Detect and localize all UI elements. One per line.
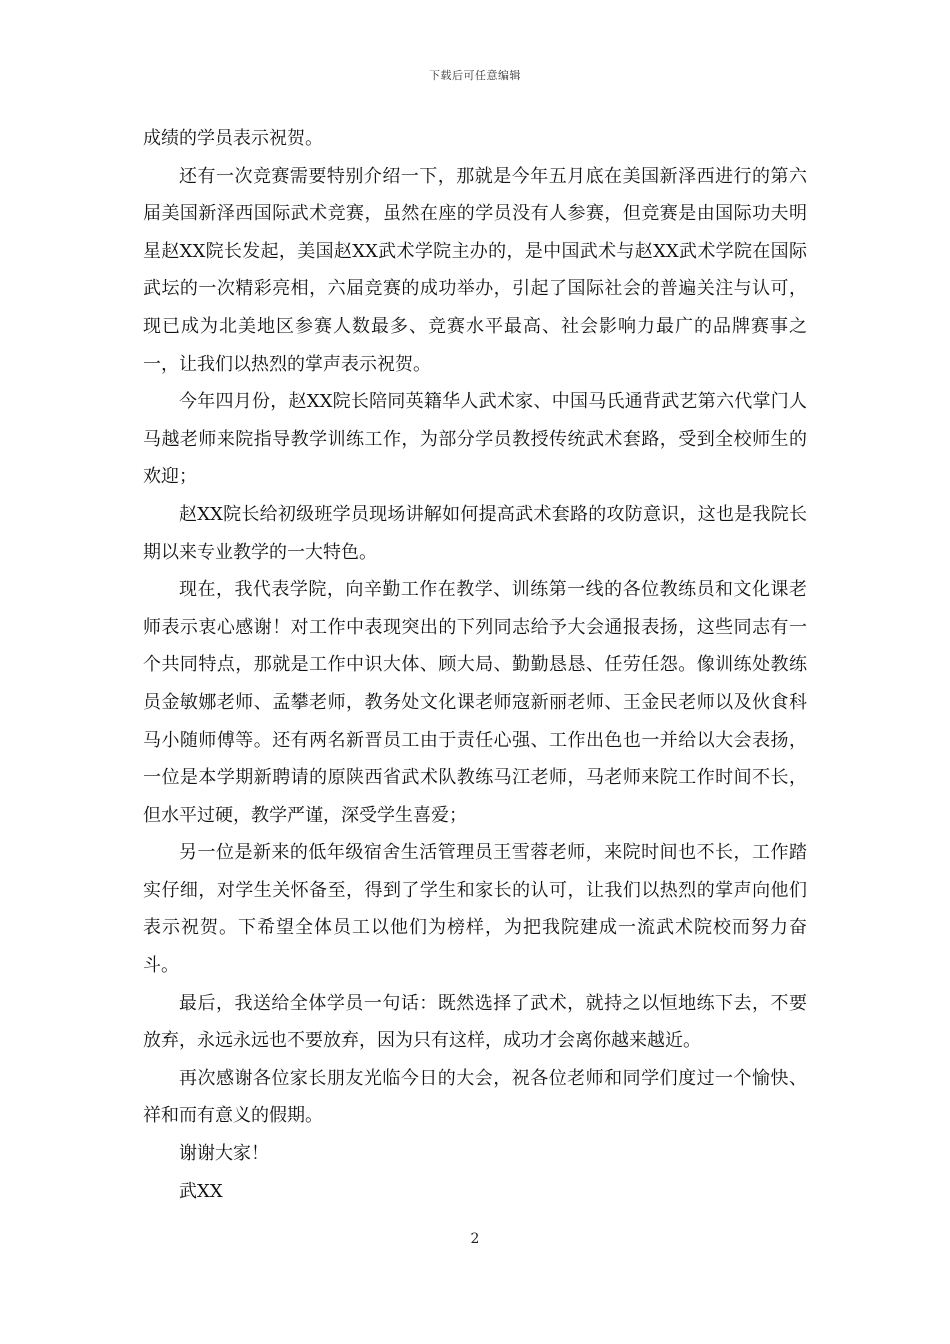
paragraph-competition: 还有一次竞赛需要特别介绍一下，那就是今年五月底在美国新泽西进行的第六届美国新泽西国际武术竞赛，虽然在座的学员没有人参赛，但竞赛是由国际功夫明星赵XX院长发起，美国赵XX武术学院主办的，是中国武术与赵XX武术学院在国际武坛的一次精彩亮相，六届竞赛的成功举办，引起了国际社会的普遍关注与认可，现已成为北美地区参赛人数最多、竞赛水平最高、社会影响力最广的品牌赛事之一，让我们以热烈的掌声表示祝贺。 bbox=[143, 165, 807, 375]
paragraph-thank-you: 谢谢大家！ bbox=[179, 1143, 269, 1165]
document-body bbox=[143, 120, 807, 1210]
paragraph-lecture: 赵XX院长给初级班学员现场讲解如何提高武术套路的攻防意识，这也是我院长期以来专业教学的一大特色。 bbox=[143, 503, 807, 563]
paragraph-final-words: 最后，我送给全体学员一句话：既然选择了武术，就持之以恒地练下去，不要放弃，永远永远也不要放弃，因为只有这样，成功才会离你越来越近。 bbox=[143, 992, 807, 1052]
paragraph-closing-thanks: 再次感谢各位家长朋友光临今日的大会，祝各位老师和同学们度过一个愉快、祥和而有意义的假期。 bbox=[143, 1067, 807, 1127]
paragraph-continuation: 成绩的学员表示祝贺。 bbox=[143, 128, 323, 149]
page-header: 下载后可任意编辑 bbox=[429, 69, 521, 82]
paragraph-new-staff: 另一位是新来的低年级宿舍生活管理员王雪蓉老师，来院时间也不长，工作踏实仔细，对学生关怀备至，得到了学生和家长的认可，让我们以热烈的掌声向他们表示祝贺。下希望全体员工以他们为榜样，为把我院建成一流武术院校而努力奋斗。 bbox=[143, 842, 807, 977]
signature: 武XX bbox=[179, 1180, 223, 1202]
page-number: 2 bbox=[470, 1231, 480, 1247]
paragraph-thanks-staff: 现在，我代表学院，向辛勤工作在教学、训练第一线的各位教练员和文化课老师表示衷心感谢！对工作中表现突出的下列同志给予大会通报表扬，这些同志有一个共同特点，那就是工作中识大体、顾大局、勤勤恳恳、任劳任怨。像训练处教练员金敏娜老师、孟攀老师，教务处文化课老师寇新丽老师、王金民老师以及伙食科马小随师傅等。还有两名新晋员工由于责任心强、工作出色也一并给以大会表扬，一位是本学期新聘请的原陕西省武术队教练马江老师，马老师来院工作时间不长，但水平过硬，教学严谨，深受学生喜爱； bbox=[143, 579, 807, 826]
paragraph-april-visit: 今年四月份，赵XX院长陪同英籍华人武术家、中国马氏通背武艺第六代掌门人马越老师来院指导教学训练工作，为部分学员教授传统武术套路，受到全校师生的欢迎； bbox=[143, 391, 807, 488]
